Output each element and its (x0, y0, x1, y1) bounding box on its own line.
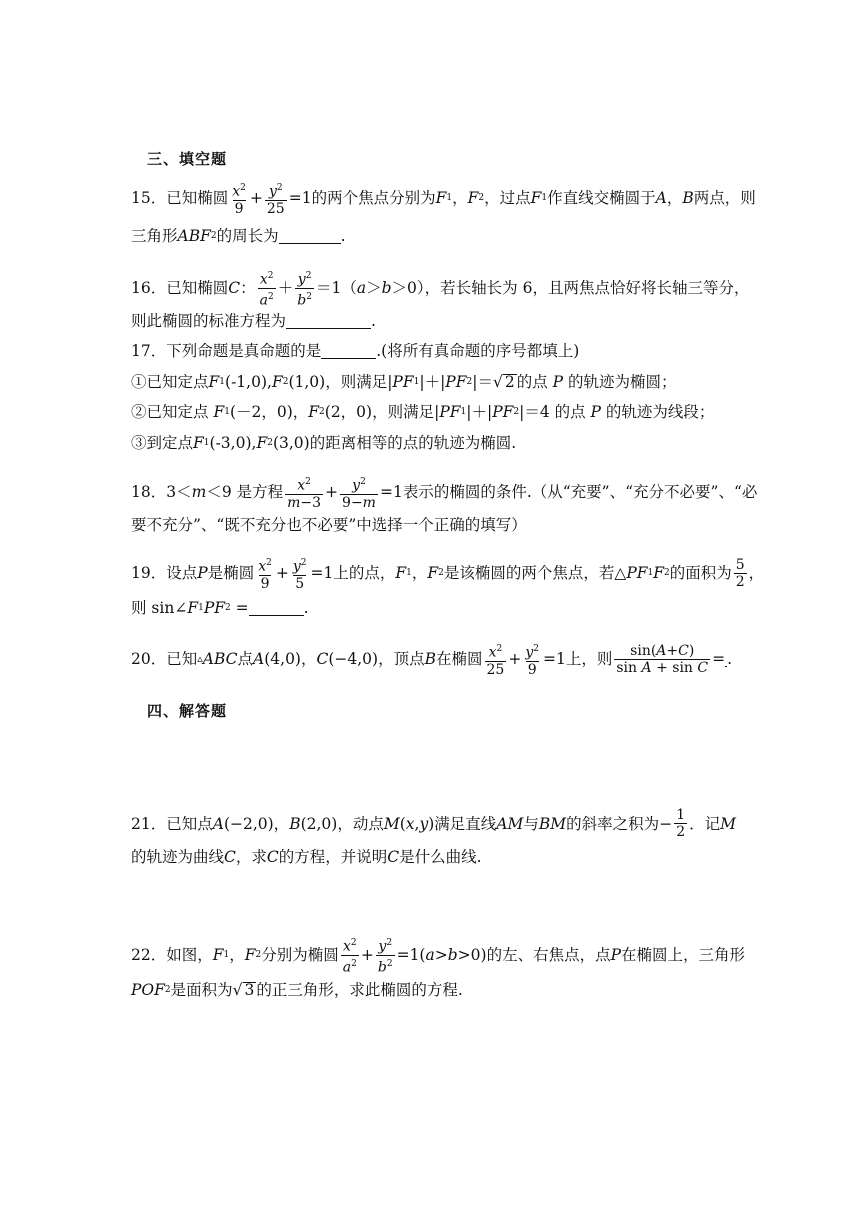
q17-text: |＋| (419, 373, 446, 391)
q16-text: . (371, 312, 376, 330)
q21-text: 满足直线 (434, 814, 497, 833)
q18-text: 条件.（从“充要”、“充分不必要”、“必 (495, 483, 758, 502)
q16-text: ），若长轴长为 6，且两焦点恰好将长轴三等分， (416, 279, 750, 298)
q17-prop-3: ③到定点 F 1 (-3,0), F 2 (3,0) 的距离相等的点的轨迹为椭圆. (131, 434, 517, 452)
q18-line-2 (131, 514, 732, 536)
fraction: $\frac{x^2}{a^2}$ (259, 271, 274, 309)
fraction: $\frac{x^2}{9}$ (232, 183, 246, 217)
q21-text: 是什么曲线. (399, 848, 482, 866)
q17-prop-1: ①已知定点 F 1 (-1,0), F 2 (1,0) ，则满足| PF 1 |＋| PF 2 |＝ √ 2 的点 P 的轨迹为椭圆； (131, 373, 677, 391)
q22-text: 的左、右焦点，点 (486, 946, 611, 965)
q15-text: 作直线交椭圆于 (547, 189, 656, 208)
q19-text: 是该椭圆的两个焦点，若△ (443, 564, 627, 583)
q15-text: 的周长为 (216, 227, 279, 245)
q18-line-1: 18． 3＜ m ＜9 是方程 $\frac{x^2}{m-3}$ + $\frac{y^2}{9-m}$ =1 表示的椭圆的 条件.（从“充要”、“充分不必要”、“必 (131, 474, 732, 511)
q16-number: 16． (131, 279, 167, 298)
q17-text: ，则满足| (325, 373, 393, 391)
q15-number: 15． (131, 189, 167, 208)
q19-line-2: 则 sin∠ F 1 PF 2 = . (131, 599, 309, 617)
q21-text: 的斜率之积为 (566, 814, 660, 833)
fraction: $\frac{x^2}{9}$ (258, 558, 272, 592)
q19-text: 设点 (166, 564, 198, 583)
q15-line-2: 三角形 ABF 2 的周长为 . (131, 227, 346, 245)
q20-text: ，顶点 (378, 650, 425, 669)
fraction: $\frac{5}{2}$ (735, 556, 745, 590)
q21-text: 与 (523, 814, 539, 833)
q22-text: 如图， (166, 946, 213, 965)
q17-number: 17． (131, 342, 167, 360)
q15-text: 的两个焦点分别为 (311, 189, 436, 208)
answer-blank[interactable] (249, 601, 304, 616)
q18-number: 18． (131, 483, 167, 502)
q18-text: 表示的椭圆的 (402, 483, 496, 502)
q20-text: 点 (237, 650, 254, 669)
q17-text: ②已知定点 (131, 403, 209, 421)
section-title-answer: 四、解答题 (147, 702, 228, 720)
answer-blank[interactable] (286, 314, 371, 329)
q17-text: |＋| (466, 403, 493, 421)
fraction: $\frac{y^2}{b^2}$ (297, 271, 312, 309)
q21-number: 21． (131, 814, 167, 833)
q21-line-2: 的轨迹为曲线 C ，求 C 的方程，并说明 C 是什么曲线. (131, 848, 482, 866)
q15-text: 三角形 (131, 227, 178, 245)
q15-text: ，过点 (484, 189, 531, 208)
q17-text: ③到定点 (131, 434, 194, 452)
q17-text: ①已知定点 (131, 373, 209, 391)
q17-prop-2: ②已知定点 F 1 (－2，0)， F 2 (2，0)，则满足| PF 1 |＋| PF 2 |＝4 的点 P 的轨迹为线段； (131, 403, 715, 421)
fraction: $\frac{x^2}{a^2}$ (342, 938, 357, 976)
q21-text: ．记 (689, 814, 721, 833)
q21-line-1: 21． 已知点 A (−2,0)， B (2,0) ，动点 M ( x , y ) 满足直线 AM 与 BM 的斜率之积为 − $\frac{1}{2}$ ．记 M (131, 807, 736, 840)
q20-number: 20． (131, 650, 167, 669)
answer-blank[interactable] (321, 344, 376, 359)
q20-line-1: 20． 已知 ▵ ABC 点 A (4,0)， C (−4,0) ，顶点 B 在椭圆 $\frac{x^2}{25}$ + $\frac{y^2}{9}$ =1 上，则 $\frac{\sin(A+C)}{\text{sin A + sin C}}$ = . (131, 642, 732, 678)
q17-text: 的距离相等的点的轨迹为椭圆. (309, 434, 517, 452)
q21-text: 的方程，并说明 (278, 848, 388, 866)
q22-line-2: POF 2 是面积为 √ 3 的正三角形，求此椭圆的方程. (131, 981, 463, 999)
q22-text: 分别为椭圆 (261, 946, 339, 965)
q16-text: 则此椭圆的标准方程为 (131, 312, 287, 330)
q17-text: 的轨迹为线段； (605, 403, 715, 421)
q19-line-1: 19． 设点 P 是椭圆 $\frac{x^2}{9}$ + $\frac{y^2}{5}$ =1 上的点， F 1 ， F 2 是该椭圆的两个焦点，若△ PF 1 F 2 的面积为 $\frac{5}{2}$ ， (131, 556, 765, 592)
q17-text: (2，0)，则满足| (324, 403, 440, 421)
fraction: $\frac{y^2}{25}$ (266, 183, 285, 217)
q15-line-1: 15． 已知椭圆 $\frac{x^2}{9}$ + $\frac{y^2}{25}$ =1 的两个焦点分别为 F 1 ， F 2 ，过点 F 1 作直线交椭圆于 A ， B 两点，则 (131, 180, 732, 217)
q22-text: 是面积为 (170, 981, 233, 999)
q17-line-1 (131, 340, 732, 362)
fraction: $\frac{x^2}{m-3}$ (287, 477, 322, 511)
fraction: $\frac{y^2}{9-m}$ (342, 477, 376, 511)
q21-text: 的轨迹为曲线 (131, 848, 225, 866)
q16-text: （ (341, 279, 357, 298)
q17-text: .(将所有真命题的序号都填上) (376, 342, 580, 360)
q20-text: 在椭圆 (436, 650, 483, 669)
q20-text: . (727, 650, 732, 669)
q16-text: ： (240, 279, 256, 298)
section-title-fill-blank: 三、填空题 (147, 150, 228, 168)
q20-text: 上，则 (565, 650, 613, 669)
q15-text: . (340, 227, 346, 245)
q22-line-1: 22． 如图， F 1 ， F 2 分别为椭圆 $\frac{x^2}{a^2}$ + $\frac{y^2}{b^2}$ =1( a > b >0) 的左、右焦点，点 P 在椭圆上，三角形 (131, 935, 732, 975)
q17-text: |＝ (472, 373, 493, 391)
q19-text: 的面积为 (669, 564, 732, 583)
fraction: $\frac{\sin(A+C)}{\text{sin A + sin C}}$ (616, 642, 709, 676)
q17-text: |＝4 的点 (519, 403, 586, 421)
q21-text: 已知点 (166, 814, 213, 833)
q22-text: 在椭圆上，三角形 (621, 946, 746, 965)
q16-line-1: 16． 已知椭圆 C ： $\frac{x^2}{a^2}$ ＋ $\frac{y^2}{b^2}$ ＝1 （ a ＞ b ＞0 ），若长轴长为 6，且两焦点恰好将长轴三等分， (131, 268, 732, 308)
fraction: $\frac{y^2}{9}$ (525, 644, 539, 678)
answer-blank[interactable] (279, 229, 341, 244)
q17-text: 的轨迹为椭圆； (568, 373, 677, 391)
q19-text: . (303, 599, 309, 617)
q18-text: 要不充分”、“既不充分也不必要”中选择一个正确的填写） (131, 516, 527, 534)
q21-text: ，求 (235, 848, 267, 866)
q17-text: (－2，0)， (229, 403, 309, 421)
q16-line-2 (131, 310, 732, 332)
q15-text: 已知椭圆 (166, 189, 229, 208)
fraction: $\frac{y^2}{5}$ (292, 558, 307, 592)
fraction: $\frac{1}{2}$ (676, 807, 686, 840)
q19-text: 上的点， (333, 564, 396, 583)
q19-text: ， (748, 564, 765, 583)
q21-text: ，动点 (337, 814, 384, 833)
q15-text: 两点，则 (693, 189, 756, 208)
q20-text: 已知 (166, 650, 198, 669)
q19-text: 是椭圆 (207, 564, 255, 583)
q17-text: 的点 (516, 373, 548, 391)
q19-text: 则 sin∠ (131, 599, 188, 617)
fraction: $\frac{y^2}{b^2}$ (377, 938, 393, 976)
fraction: $\frac{x^2}{25}$ (486, 644, 505, 678)
q18-text: ＜9 是方程 (206, 483, 284, 502)
q22-text: 的正三角形，求此椭圆的方程. (256, 981, 463, 999)
q17-text: 下列命题是真命题的是 (166, 342, 322, 360)
q22-number: 22． (131, 946, 167, 965)
q18-text: 3＜ (166, 483, 192, 502)
q19-number: 19． (131, 564, 167, 583)
q16-text: 已知椭圆 (166, 279, 229, 298)
